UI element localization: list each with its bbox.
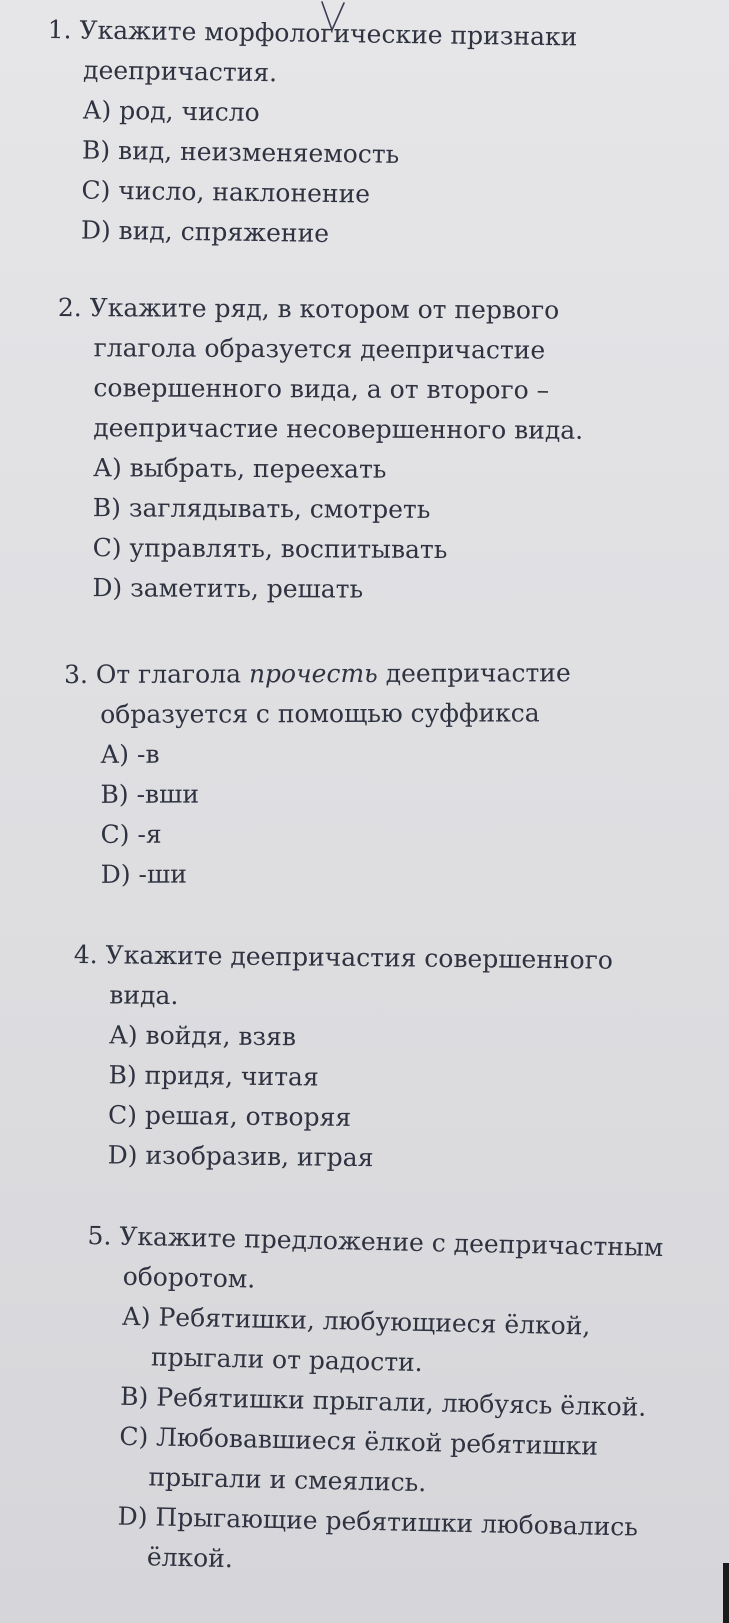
question-3-stem-line-1 <box>64 653 571 695</box>
question-5-option-b: В) Ребятишки прыгали, любуясь ёлкой. <box>119 1381 647 1422</box>
question-1-option-c: С) число, наклонение <box>81 175 371 209</box>
question-2 <box>56 288 584 611</box>
question-3-stem-line-2: образуется с помощью суффикса <box>100 698 540 729</box>
question-2-stem-line-3: совершенного вида, а от второго – <box>93 373 550 405</box>
question-5-option-a-continued: прыгали от радости. <box>150 1342 423 1378</box>
question-5-stem-line-1: 5. Укажите предложение с деепричастным <box>87 1220 664 1263</box>
question-4-option-b: В) придя, читая <box>108 1060 319 1092</box>
question-2-option-c: С) управлять, воспитывать <box>92 533 448 565</box>
question-5-option-a: А) Ребятишки, любующиеся ёлкой, <box>121 1301 591 1341</box>
question-3-option-b: В) -вши <box>100 779 200 809</box>
question-2-stem-line-4: деепричастие несовершенного вида. <box>93 413 584 445</box>
question-5 <box>80 1216 663 1588</box>
question-5-option-d-continued: ёлкой. <box>146 1542 234 1574</box>
question-3-stem-prefix: 3. От глагола <box>64 659 249 689</box>
question-4-option-c: С) решая, отворяя <box>107 1100 352 1132</box>
question-1-stem-line-1: 1. Укажите морфологические признаки <box>47 14 578 52</box>
question-5-option-d: D) Прыгающие ребятишки любовались <box>117 1501 639 1542</box>
question-2-option-b: В) заглядывать, смотреть <box>92 493 431 524</box>
question-4 <box>71 935 613 1181</box>
question-5-option-c-continued: прыгали и смеялись. <box>148 1462 427 1498</box>
question-5-stem-line-2: оборотом. <box>122 1261 256 1294</box>
question-4-option-d: D) изобразив, играя <box>107 1140 374 1173</box>
question-1-option-a: А) род, число <box>82 95 260 127</box>
question-2-option-a: А) выбрать, переехать <box>92 453 387 484</box>
question-4-stem-line-2: вида. <box>109 980 179 1011</box>
question-2-stem-line-2: глагола образуется деепричастие <box>93 333 546 365</box>
question-3-verb-italic: прочесть <box>248 658 378 689</box>
question-3-option-c: С) -я <box>100 819 162 849</box>
question-2-stem-line-1: 2. Укажите ряд, в котором от первого <box>57 292 560 325</box>
question-1 <box>45 10 578 257</box>
page-edge-shadow <box>723 1563 729 1623</box>
question-4-stem-line-1: 4. Укажите деепричастия совершенного <box>73 939 613 975</box>
question-4-option-a: А) войдя, взяв <box>108 1020 297 1052</box>
question-3-option-d: D) -ши <box>100 859 187 889</box>
question-3 <box>64 653 571 895</box>
question-3-option-a: А) -в <box>100 739 160 769</box>
question-5-option-c: С) Любовавшиеся ёлкой ребятишки <box>119 1421 599 1461</box>
question-1-option-d: D) вид, спряжение <box>80 215 330 248</box>
question-1-option-b: В) вид, неизменяемость <box>81 135 400 169</box>
question-1-stem-line-2: деепричастия. <box>82 55 278 88</box>
question-3-stem-suffix: деепричастие <box>377 658 571 688</box>
question-2-option-d: D) заметить, решать <box>92 573 364 604</box>
